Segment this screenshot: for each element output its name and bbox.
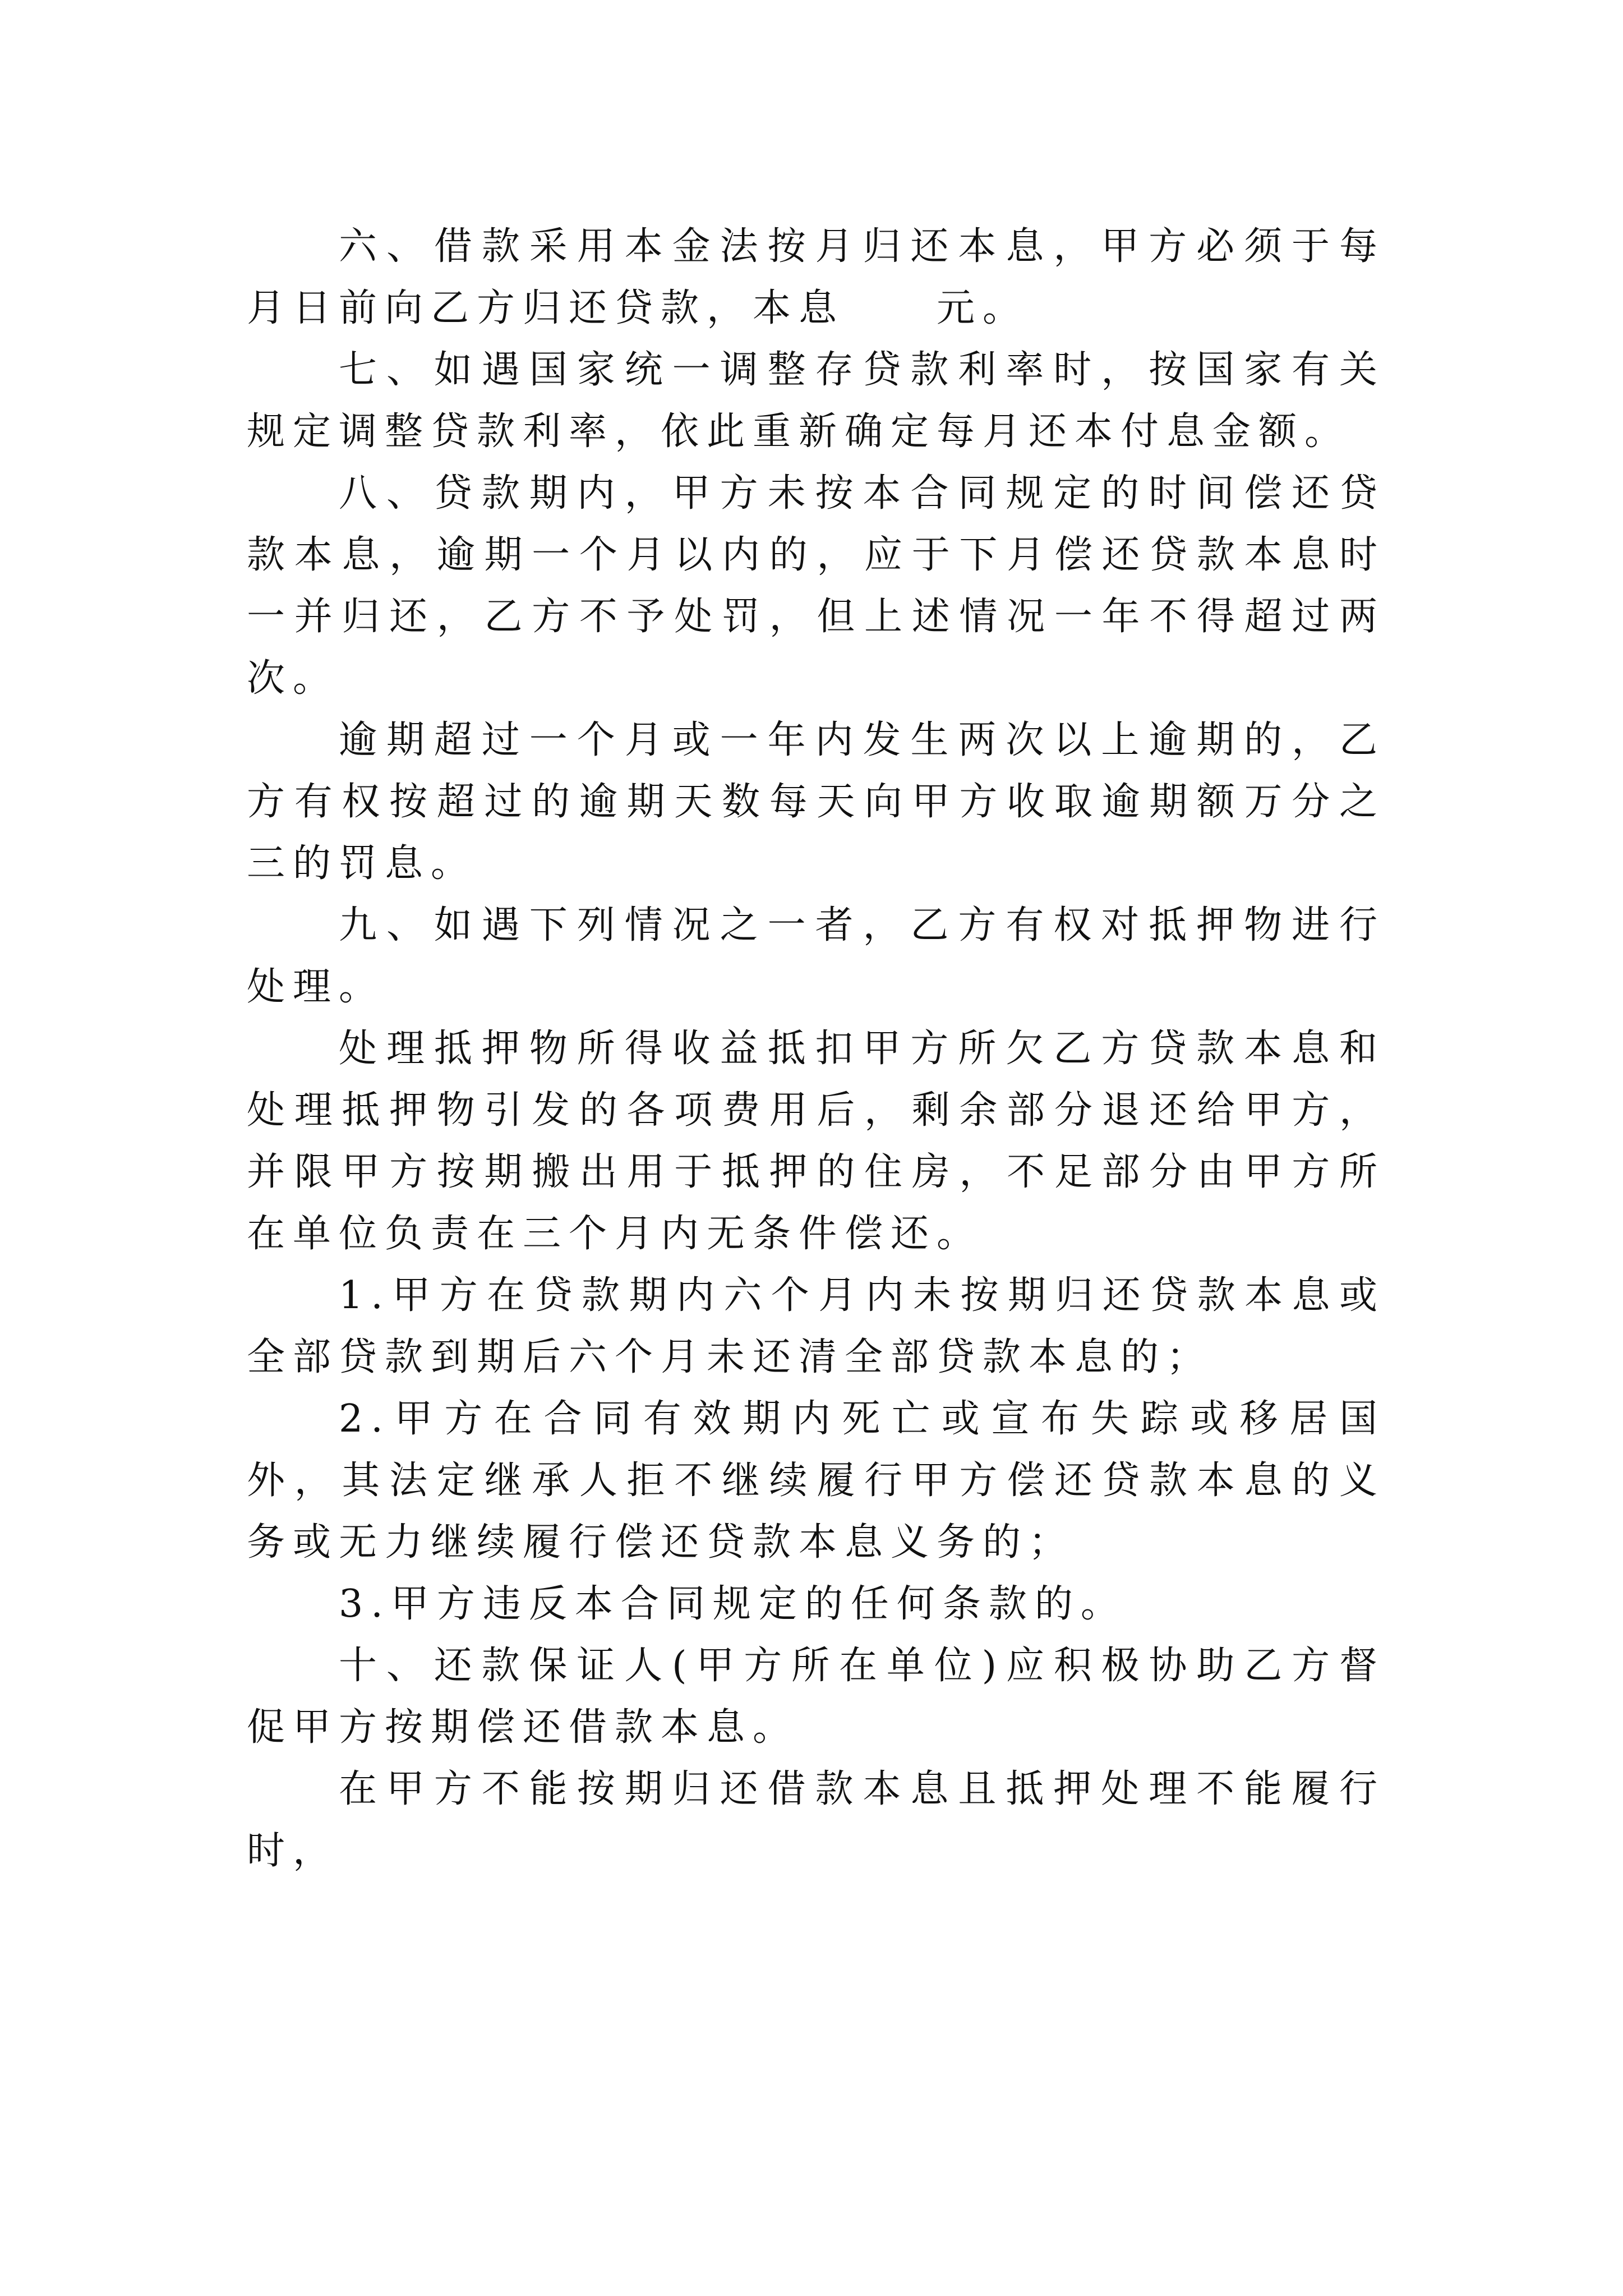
paragraph-clause-6: 六、借款采用本金法按月归还本息，甲方必须于每月日前向乙方归还贷款，本息 元。	[247, 224, 1385, 330]
paragraph-overdue-penalty: 逾期超过一个月或一年内发生两次以上逾期的，乙方有权按超过的逾期天数每天向甲方收取逾期额万分之三的罚息。	[247, 718, 1385, 886]
paragraph-item-1: 1.甲方在贷款期内六个月内未按期归还贷款本息或全部贷款到期后六个月未还清全部贷款本息的；	[247, 1273, 1385, 1379]
paragraph-clause-10: 十、还款保证人(甲方所在单位)应积极协助乙方督促甲方按期偿还借款本息。	[247, 1644, 1385, 1750]
paragraph-item-3: 3.甲方违反本合同规定的任何条款的。	[339, 1582, 1127, 1626]
paragraph-clause-7: 七、如遇国家统一调整存贷款利率时，按国家有关规定调整贷款利率，依此重新确定每月还本付息金额。	[247, 348, 1385, 454]
paragraph-guarantor-continued: 在甲方不能按期归还借款本息且抵押处理不能履行时，	[247, 1767, 1385, 1873]
paragraph-clause-9: 九、如遇下列情况之一者，乙方有权对抵押物进行处理。	[247, 903, 1385, 1009]
paragraph-item-2: 2.甲方在合同有效期内死亡或宣布失踪或移居国外，其法定继承人拒不继续履行甲方偿还贷款本息的义务或无力继续履行偿还贷款本息义务的；	[247, 1397, 1385, 1565]
paragraph-clause-8: 八、贷款期内，甲方未按本合同规定的时间偿还贷款本息，逾期一个月以内的，应于下月偿还贷款本息时一并归还，乙方不予处罚，但上述情况一年不得超过两次。	[247, 471, 1385, 701]
paragraph-collateral-disposal: 处理抵押物所得收益抵扣甲方所欠乙方贷款本息和处理抵押物引发的各项费用后，剩余部分退还给甲方，并限甲方按期搬出用于抵押的住房，不足部分由甲方所在单位负责在三个月内无条件偿还。	[247, 1027, 1385, 1256]
document-body	[247, 216, 1385, 1882]
